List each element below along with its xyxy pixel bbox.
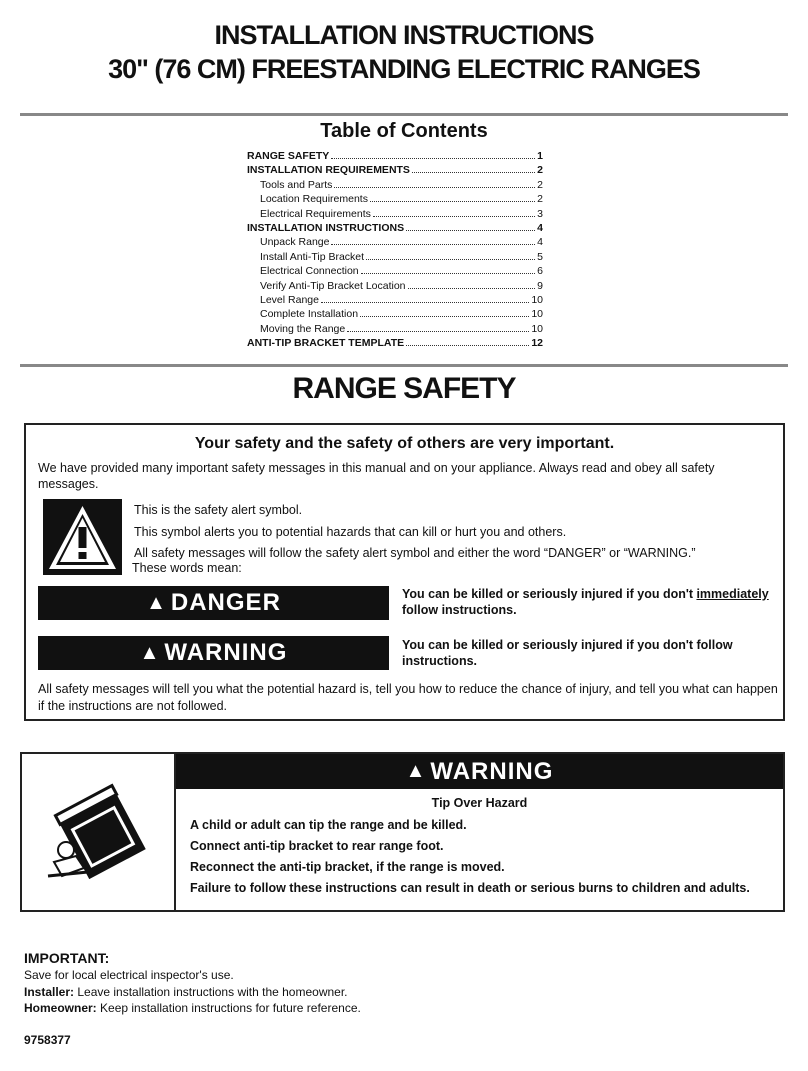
alert-triangle-icon: ▲ (139, 641, 161, 664)
toc-entry[interactable]: Verify Anti-Tip Bracket Location 9 (260, 279, 543, 292)
section-rule (20, 364, 788, 367)
hazard-line-3: Reconnect the anti-tip bracket, if the range is moved. (190, 860, 505, 874)
toc-entry[interactable]: Moving the Range 10 (260, 322, 543, 335)
safety-heading: Your safety and the safety of others are very important. (194, 435, 615, 452)
toc-entry[interactable]: Level Range 10 (260, 293, 543, 306)
important-line-1: Save for local electrical inspector's use. (24, 968, 234, 982)
warning-text: You can be killed or seriously injured if you don't follow instructions. (402, 638, 733, 668)
symbol-line-1: This is the safety alert symbol. (134, 503, 303, 517)
toc-entry[interactable]: Install Anti-Tip Bracket 5 (260, 250, 543, 263)
title-line-2: 30" (76 CM) FREESTANDING ELECTRIC RANGES (108, 54, 700, 84)
toc-entry[interactable]: Complete Installation 10 (260, 308, 543, 321)
toc-entry[interactable]: Electrical Connection 6 (260, 265, 543, 278)
toc-entry[interactable]: Location Requirements 2 (260, 193, 543, 206)
toc-entry[interactable]: Unpack Range 4 (260, 236, 543, 249)
important-heading: IMPORTANT: (24, 950, 110, 966)
symbol-line-2: This symbol alerts you to potential hazards that can kill or hurt you and others. (134, 525, 567, 539)
tip-warning-banner: ▲ WARNING (176, 754, 783, 789)
danger-text: You can be killed or seriously injured if you don't immediately follow instructions. (402, 587, 769, 617)
symbol-line-4: These words mean: (132, 561, 242, 575)
toc-entry[interactable]: INSTALLATION INSTRUCTIONS 4 (247, 221, 543, 234)
installer-note: Installer: Leave installation instructions with the homeowner. (24, 985, 348, 999)
toc-entry[interactable]: ANTI-TIP BRACKET TEMPLATE 12 (247, 337, 543, 350)
safety-alert-icon (43, 499, 122, 575)
section-title: RANGE SAFETY (292, 372, 516, 405)
safety-box (24, 423, 785, 721)
safety-outro: All safety messages will tell you what the potential hazard is, tell you how to reduce the chance of injury, and tell you what can happen if the instructions are not followed. (38, 682, 778, 713)
warning-banner: ▲ WARNING (38, 636, 389, 670)
document-number: 9758377 (24, 1033, 71, 1047)
tip-over-warning-box (20, 752, 785, 912)
toc-entry[interactable]: Electrical Requirements 3 (260, 207, 543, 220)
top-rule (20, 113, 788, 116)
title-line-1: INSTALLATION INSTRUCTIONS (214, 20, 594, 50)
homeowner-note: Homeowner: Keep installation instructions for future reference. (24, 1001, 361, 1015)
hazard-line-4: Failure to follow these instructions can result in death or serious burns to children and adults. (190, 881, 750, 895)
tip-over-illustration (28, 776, 168, 896)
alert-triangle-icon: ▲ (146, 591, 167, 614)
hazard-title: Tip Over Hazard (431, 796, 528, 810)
alert-triangle-icon: ▲ (405, 760, 427, 782)
danger-banner: ▲ DANGER (38, 586, 389, 620)
toc-entry[interactable]: Tools and Parts 2 (260, 178, 543, 191)
safety-intro: We have provided many important safety messages in this manual and on your appliance. Always read and obey all safety messages. (38, 461, 715, 491)
hazard-line-1: A child or adult can tip the range and be killed. (190, 818, 467, 832)
symbol-line-3: All safety messages will follow the safety alert symbol and either the word “DANGER” or “WARNING.” (134, 546, 696, 560)
toc-entry[interactable]: RANGE SAFETY 1 (247, 150, 543, 162)
toc-entry[interactable]: INSTALLATION REQUIREMENTS 2 (247, 164, 543, 177)
table-of-contents (247, 150, 543, 351)
toc-title: Table of Contents (320, 120, 488, 142)
hazard-line-2: Connect anti-tip bracket to rear range foot. (190, 839, 444, 853)
